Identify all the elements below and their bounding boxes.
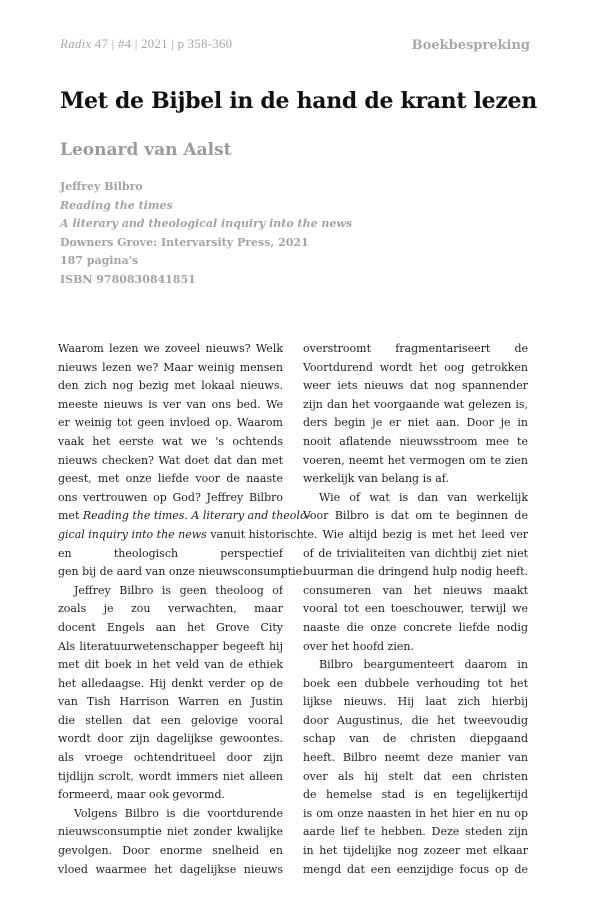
text-line: schap van de christen diepgaand xyxy=(303,732,528,746)
text-line: zijn dan het voorgaande wat gelezen is, xyxy=(303,397,528,411)
text-line: in het tijdelijke nog zozeer met elkaar xyxy=(303,844,528,858)
text-line: Jeffrey Bilbro is geen theoloog of xyxy=(74,583,283,597)
book-author: Jeffrey Bilbro xyxy=(60,180,143,193)
book-subtitle: A literary and theological inquiry into the news xyxy=(60,217,353,230)
book-pages: 187 pagina's xyxy=(60,254,139,267)
text-line: en theologisch perspectief xyxy=(58,546,283,560)
text-line: docent Engels aan het Grove City xyxy=(58,620,283,634)
text-line: geest, met onze liefde voor de naaste xyxy=(58,472,283,486)
body-column-right xyxy=(303,340,528,879)
text-line: heeft. Bilbro neemt deze manier van xyxy=(303,751,528,765)
text-line: nieuws lezen we? Maar weinig mensen xyxy=(58,360,283,374)
text-line: Als literatuurwetenschapper begeeft hij xyxy=(58,639,283,653)
text-line: gevolgen. Door enorme snelheid en xyxy=(58,844,283,858)
text-line xyxy=(58,507,311,526)
text-line: over als hij stelt dat een christen xyxy=(303,769,528,783)
text-line: Bilbro beargumenteert daarom in xyxy=(319,658,528,672)
text-line: nooit aflatende nieuwsstroom mee te xyxy=(303,434,528,448)
book-title-italic: Reading the times. A literary and theolo- xyxy=(82,509,311,523)
text-line: wordt door zijn dagelijkse gewoontes. xyxy=(58,732,283,746)
text-line: aarde lief te hebben. Deze steden zijn xyxy=(303,825,528,839)
text-line: vaak het eerste wat we 's ochtends xyxy=(58,434,283,448)
text-line: lijkse nieuws. Hij laat zich hierbij xyxy=(303,695,528,709)
text-line: Voortdurend wordt het oog getrokken xyxy=(303,360,528,374)
book-isbn: ISBN 9780830841851 xyxy=(60,272,196,286)
text-line: buurman die dringend hulp nodig heeft. xyxy=(303,565,528,579)
text-line: weer iets nieuws dat nog spannender xyxy=(303,379,528,393)
text-line: is om onze naasten in het hier en nu op xyxy=(303,806,528,820)
text-line: boek een dubbele verhouding tot het xyxy=(303,676,528,690)
text-line: formeerd, maar ook gevormd. xyxy=(58,788,226,802)
text-line: nieuwsconsumptie niet zonder kwalijke xyxy=(58,825,283,839)
book-subtitle-italic: gical inquiry into the news xyxy=(58,527,207,541)
journal-name: Radix xyxy=(60,36,92,51)
text-fragment: vanuit historisch xyxy=(206,527,304,541)
text-line: meeste nieuws is ver van ons bed. We xyxy=(58,397,283,411)
text-line: zoals je zou verwachten, maar xyxy=(58,602,283,616)
text-line: consumeren van het nieuws maakt xyxy=(303,583,528,597)
text-line: te. Wie altijd bezig is met het leed ver xyxy=(303,527,528,541)
section-label: Boekbespreking xyxy=(411,38,530,53)
text-line: Voor Bilbro is dat om te beginnen de xyxy=(303,509,528,523)
text-line: mengd dat een eenzijdige focus op de xyxy=(303,862,528,876)
journal-citation xyxy=(60,36,232,52)
text-line: die stellen dat een gelovige vooral xyxy=(58,713,283,727)
text-line: nieuws checken? Wat doet dat dan met xyxy=(58,453,283,467)
text-line: met dit boek in het veld van de ethiek xyxy=(58,658,283,672)
article-author: Leonard van Aalst xyxy=(60,140,232,160)
text-line: voeren, neemt het vermogen om te zien xyxy=(303,453,528,467)
text-fragment: met xyxy=(58,509,83,523)
text-line: naaste die onze concrete liefde nodig xyxy=(303,620,528,634)
text-line: de hemelse stad is en tegelijkertijd xyxy=(303,788,528,802)
text-line: over het hoofd zien. xyxy=(303,639,414,653)
text-line: vloed waarmee het dagelijkse nieuws xyxy=(58,862,283,876)
book-details xyxy=(60,178,352,289)
text-line xyxy=(58,526,304,545)
text-line: Waarom lezen we zoveel nieuws? Welk xyxy=(58,342,283,355)
text-line: of de trivialiteiten van dichtbij ziet niet xyxy=(303,546,528,560)
book-title: Reading the times xyxy=(60,198,173,212)
text-line: overstroomt fragmentariseert de xyxy=(303,342,528,355)
text-line: Volgens Bilbro is die voortdurende xyxy=(74,806,283,820)
text-line: ders begin je er niet aan. Door je in xyxy=(303,416,528,430)
text-line: het alledaagse. Hij denkt verder op de xyxy=(58,676,283,690)
article-title: Met de Bijbel in de hand de krant lezen xyxy=(60,88,537,114)
text-line: vooral tot een toeschouwer, terwijl we xyxy=(303,602,528,616)
book-publisher: Downers Grove: Intervarsity Press, 2021 xyxy=(60,235,309,249)
text-line: ons vertrouwen op God? Jeffrey Bilbro xyxy=(58,490,283,504)
body-column-left xyxy=(58,340,311,879)
text-line: den zich nog bezig met lokaal nieuws. xyxy=(58,379,283,393)
issue-info: 47 | #4 | 2021 | p 358-360 xyxy=(94,36,233,51)
text-line: tijdlijn scrolt, wordt immers niet alleen xyxy=(58,769,283,783)
text-line: werkelijk van belang is af. xyxy=(303,472,449,486)
text-line: als vroege ochtendritueel door zijn xyxy=(58,751,283,765)
text-line: er weinig tot geen invloed op. Waarom xyxy=(58,416,283,430)
text-line: door Augustinus, die het tweevoudig xyxy=(303,713,528,727)
text-line: gen bij de aard van onze nieuwsconsumptie. xyxy=(58,565,306,579)
text-line: Wie of wat is dan van werkelijk xyxy=(319,490,528,504)
text-line: van Tish Harrison Warren en Justin xyxy=(58,695,283,709)
